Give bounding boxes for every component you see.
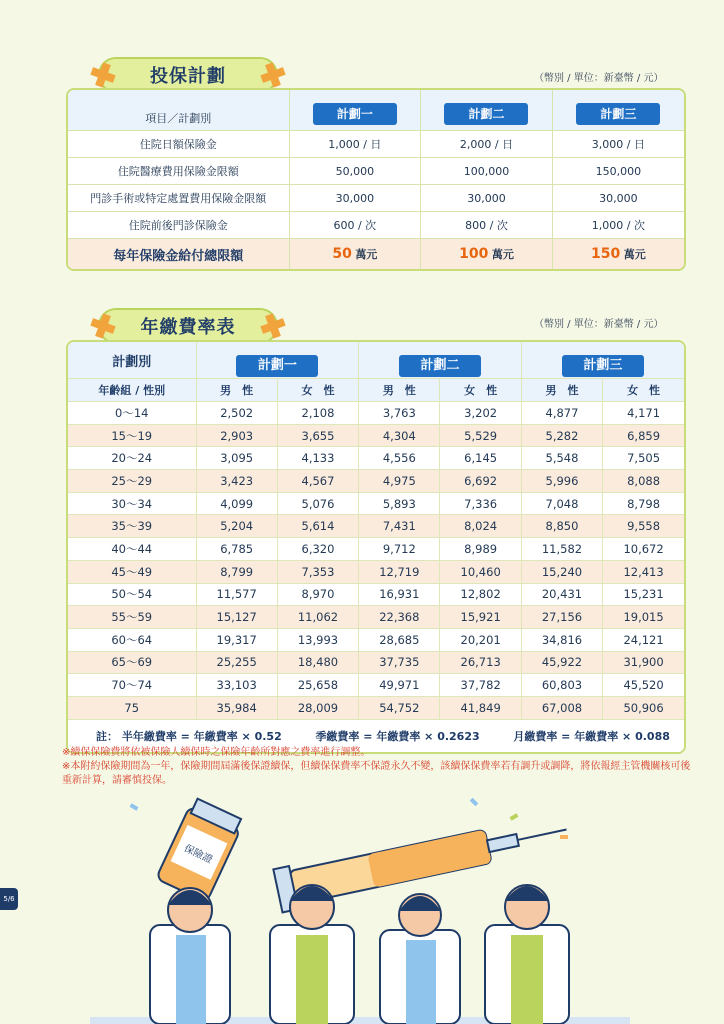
rate-cell: 7,336 bbox=[440, 492, 521, 515]
table-row bbox=[68, 583, 684, 606]
rate-cell: 8,989 bbox=[440, 538, 521, 561]
rate-cell: 4,556 bbox=[359, 447, 440, 470]
table-row bbox=[68, 628, 684, 651]
age-group: 65～69 bbox=[68, 651, 196, 674]
table-row bbox=[68, 515, 684, 538]
table-row bbox=[68, 212, 684, 239]
cell: 3,000 / 日 bbox=[552, 131, 684, 158]
rate-cell: 12,719 bbox=[359, 560, 440, 583]
rate-cell: 4,171 bbox=[603, 402, 684, 425]
total-row bbox=[68, 239, 684, 270]
rate-cell: 8,088 bbox=[603, 470, 684, 493]
rate-cell: 33,103 bbox=[196, 674, 277, 697]
note-quarter: 季繳費率 = 年繳費率 × 0.2623 bbox=[315, 729, 480, 743]
premium-table-box bbox=[66, 340, 686, 754]
rate-cell: 16,931 bbox=[359, 583, 440, 606]
rate-plan-header-1: 計劃一 bbox=[196, 342, 359, 379]
note-half-year: 半年繳費率 = 年繳費率 × 0.52 bbox=[121, 729, 282, 743]
rate-cell: 2,903 bbox=[196, 424, 277, 447]
rate-cell: 6,145 bbox=[440, 447, 521, 470]
rate-cell: 8,024 bbox=[440, 515, 521, 538]
cell: 1,000 / 日 bbox=[289, 131, 421, 158]
rate-cell: 26,713 bbox=[440, 651, 521, 674]
rate-cell: 8,798 bbox=[603, 492, 684, 515]
section1-title: 投保計劃 bbox=[150, 66, 226, 87]
rate-cell: 20,431 bbox=[521, 583, 602, 606]
rate-cell: 19,317 bbox=[196, 628, 277, 651]
rate-cell: 5,893 bbox=[359, 492, 440, 515]
plan-header-3: 計劃三 bbox=[552, 90, 684, 131]
rate-cell: 3,423 bbox=[196, 470, 277, 493]
cell: 30,000 bbox=[289, 185, 421, 212]
rate-cell: 45,922 bbox=[521, 651, 602, 674]
rate-cell: 3,095 bbox=[196, 447, 277, 470]
footnote-2: ※本附約保險期間為一年，保險期間屆滿後保證續保，但續保保費率不保證永久不變，該續保保費率若有調升或調降，將依報經主管機關核可後重新計算，請審慎投保。 bbox=[62, 761, 691, 786]
table-row bbox=[68, 674, 684, 697]
rate-cell: 50,906 bbox=[603, 696, 684, 719]
rate-cell: 4,975 bbox=[359, 470, 440, 493]
rate-cell: 2,108 bbox=[277, 402, 358, 425]
cross-icon bbox=[260, 62, 286, 88]
rate-plan-header-3: 計劃三 bbox=[521, 342, 684, 379]
rate-cell: 6,859 bbox=[603, 424, 684, 447]
age-group: 15～19 bbox=[68, 424, 196, 447]
total-cell: 150 萬元 bbox=[552, 239, 684, 270]
rate-cell: 10,460 bbox=[440, 560, 521, 583]
cross-icon bbox=[90, 62, 116, 88]
rate-cell: 9,558 bbox=[603, 515, 684, 538]
rate-cell: 6,785 bbox=[196, 538, 277, 561]
rate-cell: 3,655 bbox=[277, 424, 358, 447]
age-group: 55～59 bbox=[68, 606, 196, 629]
section1-unit-note: （幣別 / 單位：新臺幣 / 元） bbox=[534, 73, 664, 84]
rate-cell: 19,015 bbox=[603, 606, 684, 629]
rate-cell: 18,480 bbox=[277, 651, 358, 674]
table-row bbox=[68, 651, 684, 674]
rate-cell: 34,816 bbox=[521, 628, 602, 651]
rate-cell: 7,505 bbox=[603, 447, 684, 470]
row-label: 住院前後門診保險金 bbox=[68, 212, 289, 239]
rate-cell: 10,672 bbox=[603, 538, 684, 561]
section2-title-badge bbox=[98, 308, 278, 344]
rate-cell: 3,202 bbox=[440, 402, 521, 425]
total-label: 每年保險金給付總限額 bbox=[68, 239, 289, 270]
table-row bbox=[68, 560, 684, 583]
rate-cell: 41,849 bbox=[440, 696, 521, 719]
plan-table-box bbox=[66, 88, 686, 271]
age-group: 60～64 bbox=[68, 628, 196, 651]
rate-cell: 5,529 bbox=[440, 424, 521, 447]
female-header: 女 性 bbox=[603, 379, 684, 402]
rate-cell: 4,567 bbox=[277, 470, 358, 493]
rate-cell: 15,240 bbox=[521, 560, 602, 583]
rate-cell: 45,520 bbox=[603, 674, 684, 697]
female-header: 女 性 bbox=[277, 379, 358, 402]
total-cell: 100 萬元 bbox=[421, 239, 553, 270]
age-group: 35～39 bbox=[68, 515, 196, 538]
notes-prefix: 註： bbox=[96, 729, 118, 743]
cell: 150,000 bbox=[552, 158, 684, 185]
rate-cell: 8,799 bbox=[196, 560, 277, 583]
note-month: 月繳費率 = 年繳費率 × 0.088 bbox=[513, 729, 670, 743]
table-row bbox=[68, 470, 684, 493]
rate-cell: 60,803 bbox=[521, 674, 602, 697]
rate-cell: 5,548 bbox=[521, 447, 602, 470]
table-row bbox=[68, 185, 684, 212]
rate-cell: 35,984 bbox=[196, 696, 277, 719]
rate-cell: 4,877 bbox=[521, 402, 602, 425]
row-label: 門診手術或特定處置費用保險金限額 bbox=[68, 185, 289, 212]
table-row bbox=[68, 158, 684, 185]
page-number: 5/6 bbox=[0, 888, 18, 910]
rate-cell: 6,320 bbox=[277, 538, 358, 561]
rate-cell: 28,009 bbox=[277, 696, 358, 719]
bottle-label: 保險證 bbox=[182, 843, 214, 866]
row-label: 住院日額保險金 bbox=[68, 131, 289, 158]
plan-header-2: 計劃二 bbox=[421, 90, 553, 131]
rate-cell: 11,577 bbox=[196, 583, 277, 606]
cell: 30,000 bbox=[552, 185, 684, 212]
total-cell: 50 萬元 bbox=[289, 239, 421, 270]
row-label: 住院醫療費用保險金限額 bbox=[68, 158, 289, 185]
rate-cell: 15,231 bbox=[603, 583, 684, 606]
doctors-illustration bbox=[90, 795, 630, 1024]
age-group: 45～49 bbox=[68, 560, 196, 583]
table-row bbox=[68, 131, 684, 158]
rate-cell: 5,996 bbox=[521, 470, 602, 493]
rate-cell: 54,752 bbox=[359, 696, 440, 719]
age-group: 40～44 bbox=[68, 538, 196, 561]
rate-cell: 25,255 bbox=[196, 651, 277, 674]
cell: 2,000 / 日 bbox=[421, 131, 553, 158]
age-gender-label: 年齡組 / 性別 bbox=[68, 379, 196, 402]
rate-cell: 37,782 bbox=[440, 674, 521, 697]
plan-header-1: 計劃一 bbox=[289, 90, 421, 131]
rate-cell: 12,413 bbox=[603, 560, 684, 583]
rate-cell: 28,685 bbox=[359, 628, 440, 651]
rate-cell: 12,802 bbox=[440, 583, 521, 606]
rate-cell: 11,582 bbox=[521, 538, 602, 561]
cross-icon bbox=[90, 313, 116, 339]
male-header: 男 性 bbox=[521, 379, 602, 402]
age-group: 75 bbox=[68, 696, 196, 719]
rate-plan-header-2: 計劃二 bbox=[359, 342, 522, 379]
rate-cell: 27,156 bbox=[521, 606, 602, 629]
footnote-1: ※續保保險費將依被保險人續保時之保險年齡所對應之費率進行調整。 bbox=[62, 747, 371, 758]
section2-title: 年繳費率表 bbox=[140, 317, 236, 338]
plan-table-header-label: 項目／計劃別 bbox=[68, 90, 289, 131]
table-row bbox=[68, 402, 684, 425]
rate-cell: 37,735 bbox=[359, 651, 440, 674]
rate-cell: 11,062 bbox=[277, 606, 358, 629]
age-group: 20～24 bbox=[68, 447, 196, 470]
age-group: 25～29 bbox=[68, 470, 196, 493]
rate-cell: 49,971 bbox=[359, 674, 440, 697]
rate-cell: 4,099 bbox=[196, 492, 277, 515]
table-row bbox=[68, 538, 684, 561]
rate-cell: 67,008 bbox=[521, 696, 602, 719]
rate-cell: 6,692 bbox=[440, 470, 521, 493]
male-header: 男 性 bbox=[359, 379, 440, 402]
rate-cell: 24,121 bbox=[603, 628, 684, 651]
table-row bbox=[68, 696, 684, 719]
rate-cell: 4,133 bbox=[277, 447, 358, 470]
plan-label: 計劃別 bbox=[68, 342, 196, 379]
table-row bbox=[68, 492, 684, 515]
rate-cell: 8,970 bbox=[277, 583, 358, 606]
rate-cell: 8,850 bbox=[521, 515, 602, 538]
rate-cell: 7,431 bbox=[359, 515, 440, 538]
rate-cell: 15,127 bbox=[196, 606, 277, 629]
rate-cell: 2,502 bbox=[196, 402, 277, 425]
rate-cell: 3,763 bbox=[359, 402, 440, 425]
table-row bbox=[68, 606, 684, 629]
rate-cell: 7,353 bbox=[277, 560, 358, 583]
rate-cell: 25,658 bbox=[277, 674, 358, 697]
age-group: 50～54 bbox=[68, 583, 196, 606]
age-group: 70～74 bbox=[68, 674, 196, 697]
section2-unit-note: （幣別 / 單位：新臺幣 / 元） bbox=[534, 319, 664, 330]
table-row bbox=[68, 447, 684, 470]
rate-cell: 22,368 bbox=[359, 606, 440, 629]
rate-cell: 5,204 bbox=[196, 515, 277, 538]
age-group: 30～34 bbox=[68, 492, 196, 515]
cell: 50,000 bbox=[289, 158, 421, 185]
age-group: 0～14 bbox=[68, 402, 196, 425]
cell: 800 / 次 bbox=[421, 212, 553, 239]
rate-cell: 5,282 bbox=[521, 424, 602, 447]
premium-table bbox=[68, 342, 684, 752]
cross-icon bbox=[260, 313, 286, 339]
cell: 600 / 次 bbox=[289, 212, 421, 239]
rate-cell: 4,304 bbox=[359, 424, 440, 447]
rate-cell: 5,076 bbox=[277, 492, 358, 515]
rate-cell: 15,921 bbox=[440, 606, 521, 629]
cell: 100,000 bbox=[421, 158, 553, 185]
female-header: 女 性 bbox=[440, 379, 521, 402]
rate-cell: 7,048 bbox=[521, 492, 602, 515]
table-row bbox=[68, 424, 684, 447]
cell: 1,000 / 次 bbox=[552, 212, 684, 239]
rate-cell: 13,993 bbox=[277, 628, 358, 651]
rate-cell: 5,614 bbox=[277, 515, 358, 538]
male-header: 男 性 bbox=[196, 379, 277, 402]
plan-table bbox=[68, 90, 684, 269]
cell: 30,000 bbox=[421, 185, 553, 212]
rate-cell: 9,712 bbox=[359, 538, 440, 561]
rate-cell: 31,900 bbox=[603, 651, 684, 674]
rate-cell: 20,201 bbox=[440, 628, 521, 651]
